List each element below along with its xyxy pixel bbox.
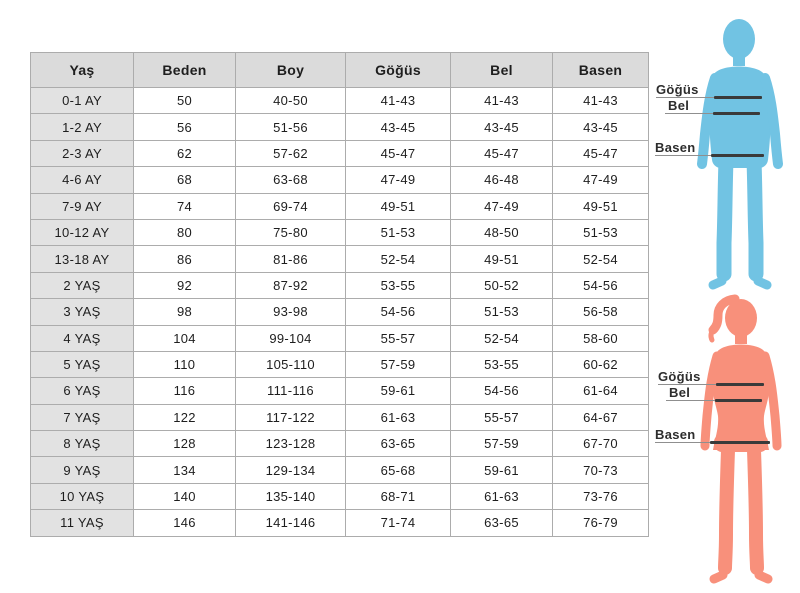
- value-cell: 71-74: [346, 510, 451, 536]
- value-cell: 41-43: [451, 88, 553, 114]
- value-cell: 86: [134, 246, 236, 272]
- value-cell: 53-55: [346, 272, 451, 298]
- girl-waist-label: Bel: [669, 385, 691, 400]
- table-header-cell: Beden: [134, 53, 236, 88]
- table-row: [31, 193, 649, 219]
- age-cell: 8 YAŞ: [31, 431, 134, 457]
- table-row: [31, 272, 649, 298]
- age-cell: 13-18 AY: [31, 246, 134, 272]
- value-cell: 69-74: [236, 193, 346, 219]
- girl-hip-leader-line: [655, 442, 710, 443]
- value-cell: 51-53: [553, 219, 649, 245]
- table-header-cell: Bel: [451, 53, 553, 88]
- age-cell: 1-2 AY: [31, 114, 134, 140]
- table-row: [31, 378, 649, 404]
- value-cell: 68-71: [346, 483, 451, 509]
- value-cell: 43-45: [346, 114, 451, 140]
- value-cell: 76-79: [553, 510, 649, 536]
- boy-waist-label: Bel: [668, 98, 690, 113]
- value-cell: 75-80: [236, 219, 346, 245]
- value-cell: 47-49: [346, 167, 451, 193]
- value-cell: 146: [134, 510, 236, 536]
- girl-chest-label: Göğüs: [658, 369, 701, 384]
- value-cell: 110: [134, 351, 236, 377]
- value-cell: 43-45: [451, 114, 553, 140]
- value-cell: 55-57: [451, 404, 553, 430]
- girl-hip-label: Basen: [655, 427, 696, 442]
- value-cell: 40-50: [236, 88, 346, 114]
- value-cell: 64-67: [553, 404, 649, 430]
- table-row: [31, 219, 649, 245]
- girl-chest-measurement-line: [716, 383, 764, 386]
- boy-hip-label: Basen: [655, 140, 696, 155]
- value-cell: 105-110: [236, 351, 346, 377]
- age-cell: 3 YAŞ: [31, 299, 134, 325]
- value-cell: 111-116: [236, 378, 346, 404]
- value-cell: 104: [134, 325, 236, 351]
- age-cell: 6 YAŞ: [31, 378, 134, 404]
- value-cell: 50-52: [451, 272, 553, 298]
- value-cell: 46-48: [451, 167, 553, 193]
- value-cell: 49-51: [451, 246, 553, 272]
- value-cell: 128: [134, 431, 236, 457]
- value-cell: 56: [134, 114, 236, 140]
- value-cell: 41-43: [346, 88, 451, 114]
- table-header-cell: Göğüs: [346, 53, 451, 88]
- table-row: [31, 246, 649, 272]
- value-cell: 56-58: [553, 299, 649, 325]
- value-cell: 51-56: [236, 114, 346, 140]
- value-cell: 74: [134, 193, 236, 219]
- value-cell: 63-65: [346, 431, 451, 457]
- value-cell: 43-45: [553, 114, 649, 140]
- boy-waist-leader-line: [665, 113, 714, 114]
- value-cell: 116: [134, 378, 236, 404]
- table-row: [31, 351, 649, 377]
- value-cell: 54-56: [451, 378, 553, 404]
- value-cell: 57-59: [451, 431, 553, 457]
- value-cell: 81-86: [236, 246, 346, 272]
- age-cell: 9 YAŞ: [31, 457, 134, 483]
- value-cell: 52-54: [451, 325, 553, 351]
- value-cell: 50: [134, 88, 236, 114]
- value-cell: 55-57: [346, 325, 451, 351]
- boy-waist-measurement-line: [713, 112, 760, 115]
- value-cell: 93-98: [236, 299, 346, 325]
- size-table: [30, 52, 649, 537]
- value-cell: 63-65: [451, 510, 553, 536]
- value-cell: 68: [134, 167, 236, 193]
- value-cell: 87-92: [236, 272, 346, 298]
- value-cell: 45-47: [451, 140, 553, 166]
- value-cell: 54-56: [346, 299, 451, 325]
- value-cell: 134: [134, 457, 236, 483]
- value-cell: 45-47: [346, 140, 451, 166]
- age-cell: 0-1 AY: [31, 88, 134, 114]
- value-cell: 98: [134, 299, 236, 325]
- value-cell: 47-49: [553, 167, 649, 193]
- table-header-row: [31, 53, 649, 88]
- size-table-body: [31, 88, 649, 537]
- value-cell: 61-63: [346, 404, 451, 430]
- value-cell: 45-47: [553, 140, 649, 166]
- value-cell: 67-70: [553, 431, 649, 457]
- table-row: [31, 299, 649, 325]
- value-cell: 62: [134, 140, 236, 166]
- value-cell: 51-53: [451, 299, 553, 325]
- table-row: [31, 140, 649, 166]
- age-cell: 4 YAŞ: [31, 325, 134, 351]
- table-row: [31, 114, 649, 140]
- value-cell: 61-63: [451, 483, 553, 509]
- age-cell: 2-3 AY: [31, 140, 134, 166]
- age-cell: 7 YAŞ: [31, 404, 134, 430]
- value-cell: 59-61: [451, 457, 553, 483]
- value-cell: 135-140: [236, 483, 346, 509]
- girl-figure: [688, 294, 790, 586]
- table-row: [31, 404, 649, 430]
- value-cell: 52-54: [553, 246, 649, 272]
- value-cell: 117-122: [236, 404, 346, 430]
- age-cell: 5 YAŞ: [31, 351, 134, 377]
- boy-chest-label: Göğüs: [656, 82, 699, 97]
- value-cell: 140: [134, 483, 236, 509]
- value-cell: 58-60: [553, 325, 649, 351]
- age-cell: 10-12 AY: [31, 219, 134, 245]
- age-cell: 11 YAŞ: [31, 510, 134, 536]
- girl-hip-measurement-line: [710, 441, 770, 444]
- value-cell: 65-68: [346, 457, 451, 483]
- value-cell: 70-73: [553, 457, 649, 483]
- value-cell: 61-64: [553, 378, 649, 404]
- table-row: [31, 510, 649, 536]
- table-header-cell: Yaş: [31, 53, 134, 88]
- age-cell: 2 YAŞ: [31, 272, 134, 298]
- table-row: [31, 431, 649, 457]
- table-row: [31, 325, 649, 351]
- value-cell: 52-54: [346, 246, 451, 272]
- value-cell: 57-59: [346, 351, 451, 377]
- value-cell: 51-53: [346, 219, 451, 245]
- girl-waist-leader-line: [666, 400, 715, 401]
- value-cell: 63-68: [236, 167, 346, 193]
- value-cell: 59-61: [346, 378, 451, 404]
- value-cell: 57-62: [236, 140, 346, 166]
- value-cell: 54-56: [553, 272, 649, 298]
- value-cell: 53-55: [451, 351, 553, 377]
- table-header-cell: Boy: [236, 53, 346, 88]
- table-header-cell: Basen: [553, 53, 649, 88]
- value-cell: 141-146: [236, 510, 346, 536]
- value-cell: 41-43: [553, 88, 649, 114]
- value-cell: 80: [134, 219, 236, 245]
- value-cell: 99-104: [236, 325, 346, 351]
- boy-hip-measurement-line: [711, 154, 764, 157]
- table-row: [31, 457, 649, 483]
- value-cell: 47-49: [451, 193, 553, 219]
- age-cell: 4-6 AY: [31, 167, 134, 193]
- table-row: [31, 483, 649, 509]
- boy-silhouette-body: [710, 19, 771, 168]
- value-cell: 60-62: [553, 351, 649, 377]
- boy-chest-measurement-line: [714, 96, 762, 99]
- value-cell: 123-128: [236, 431, 346, 457]
- value-cell: 122: [134, 404, 236, 430]
- value-cell: 92: [134, 272, 236, 298]
- table-row: [31, 167, 649, 193]
- value-cell: 48-50: [451, 219, 553, 245]
- age-cell: 10 YAŞ: [31, 483, 134, 509]
- girl-waist-measurement-line: [715, 399, 762, 402]
- value-cell: 73-76: [553, 483, 649, 509]
- boy-hip-leader-line: [655, 155, 711, 156]
- value-cell: 49-51: [553, 193, 649, 219]
- age-cell: 7-9 AY: [31, 193, 134, 219]
- value-cell: 129-134: [236, 457, 346, 483]
- value-cell: 49-51: [346, 193, 451, 219]
- table-row: [31, 88, 649, 114]
